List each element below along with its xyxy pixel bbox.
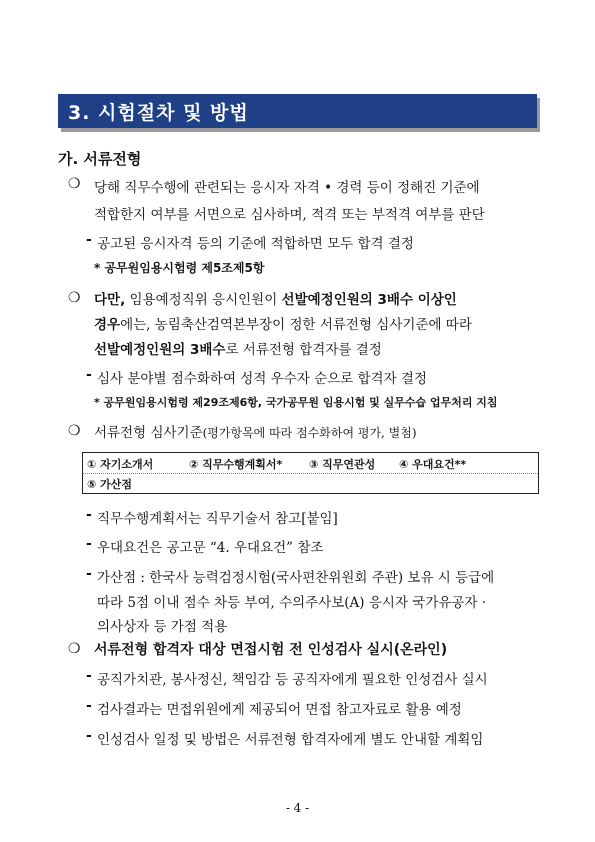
circle-bullet-icon: ❍ (68, 176, 81, 192)
b1-line2: 적합한지 여부를 서면으로 심사하며, 적격 또는 부적격 여부를 판단 (94, 207, 485, 223)
section-title: 3. 시험절차 및 방법 (68, 102, 249, 124)
circle-bullet-icon: ❍ (68, 641, 81, 657)
dash-icon: - (86, 232, 92, 248)
dash-icon: - (86, 728, 92, 744)
b2-line2 (94, 313, 472, 333)
b4-main: 서류전형 합격자 대상 면접시험 전 인성검사 실시(온라인) (94, 642, 448, 658)
b3-sub3-line3: 의사상자 등 가점 적용 (97, 619, 228, 635)
dash-icon: - (86, 536, 92, 552)
b2-line3-bold: 선발예정인원의 3배수 (94, 342, 226, 358)
b2-line3 (94, 338, 382, 358)
dash-icon: - (86, 668, 92, 684)
criteria-item: ② 직무수행계획서* (189, 458, 283, 471)
b4-sub3: 인성검사 일정 및 방법은 서류전형 합격자에게 별도 안내할 계획임 (97, 732, 484, 748)
circle-bullet-icon: ❍ (68, 290, 81, 306)
dash-icon: - (86, 698, 92, 714)
b3-sub3-line2: 따라 5점 이내 점수 차등 부여, 수의주사보(A) 응시자 국가유공자 · (97, 595, 487, 611)
b4-sub2: 검사결과는 면접위원에게 제공되어 면접 참고자료로 활용 예정 (97, 702, 462, 718)
criteria-box (82, 452, 539, 494)
b2-mid: 임용예정직위 응시인원이 (125, 292, 282, 308)
dash-icon: - (86, 507, 92, 523)
b2-note: * 공무원임용시험령 제29조제6항, 국가공무원 임용시험 및 실무수습 업무처리 지침 (94, 396, 498, 409)
criteria-item: ③ 직무연관성 (309, 458, 376, 471)
dash-icon: - (86, 566, 92, 582)
b3-sub2: 우대요건은 공고문 “4. 우대요건” 참조 (97, 540, 324, 556)
b1-note: * 공무원임용시험령 제5조제5항 (94, 261, 265, 275)
b1-line1: 당해 직무수행에 관련되는 응시자 자격 • 경력 등이 정해진 기준에 (94, 180, 480, 196)
circle-bullet-icon: ❍ (68, 423, 81, 439)
b2-lead: 다만, (94, 292, 126, 308)
b3-paren: (평가항목에 따라 점수화하여 평가, 별첨) (202, 426, 417, 440)
b3-main: 서류전형 심사기준 (94, 425, 203, 441)
b2-line2-rest: 에는, 농림축산검역본부장이 정한 서류전형 심사기준에 따라 (120, 317, 472, 333)
page-number: - 4 - (285, 801, 310, 815)
b4-sub1: 공직가치관, 봉사정신, 책임감 등 공직자에게 필요한 인성검사 실시 (97, 672, 488, 688)
b2-bold1: 선발예정인원의 3배수 이상인 (281, 292, 457, 308)
criteria-item: ① 자기소개서 (87, 458, 154, 471)
b1-sub1: 공고된 응시자격 등의 기준에 적합하면 모두 합격 결정 (97, 236, 414, 252)
dash-icon: - (86, 367, 92, 383)
b2-line1 (94, 288, 457, 308)
b3-sub3-line1: 가산점 : 한국사 능력검정시험(국사편찬위원회 주관) 보유 시 등급에 (97, 570, 495, 586)
section-title-bar (58, 94, 537, 128)
criteria-divider (83, 473, 538, 474)
b3-line (94, 421, 417, 441)
criteria-item: ④ 우대요건** (399, 458, 467, 471)
b2-sub1: 심사 분야별 점수화하여 성적 우수자 순으로 합격자 결정 (97, 371, 427, 387)
b3-sub1: 직무수행계획서는 직무기술서 참고[붙임] (97, 511, 338, 527)
subsection-title: 가. 서류전형 (58, 150, 142, 168)
criteria-item: ⑤ 가산점 (87, 478, 133, 491)
b2-line3-rest: 로 서류전형 합격자를 결정 (225, 342, 382, 358)
b2-line2-bold: 경우 (94, 317, 121, 333)
